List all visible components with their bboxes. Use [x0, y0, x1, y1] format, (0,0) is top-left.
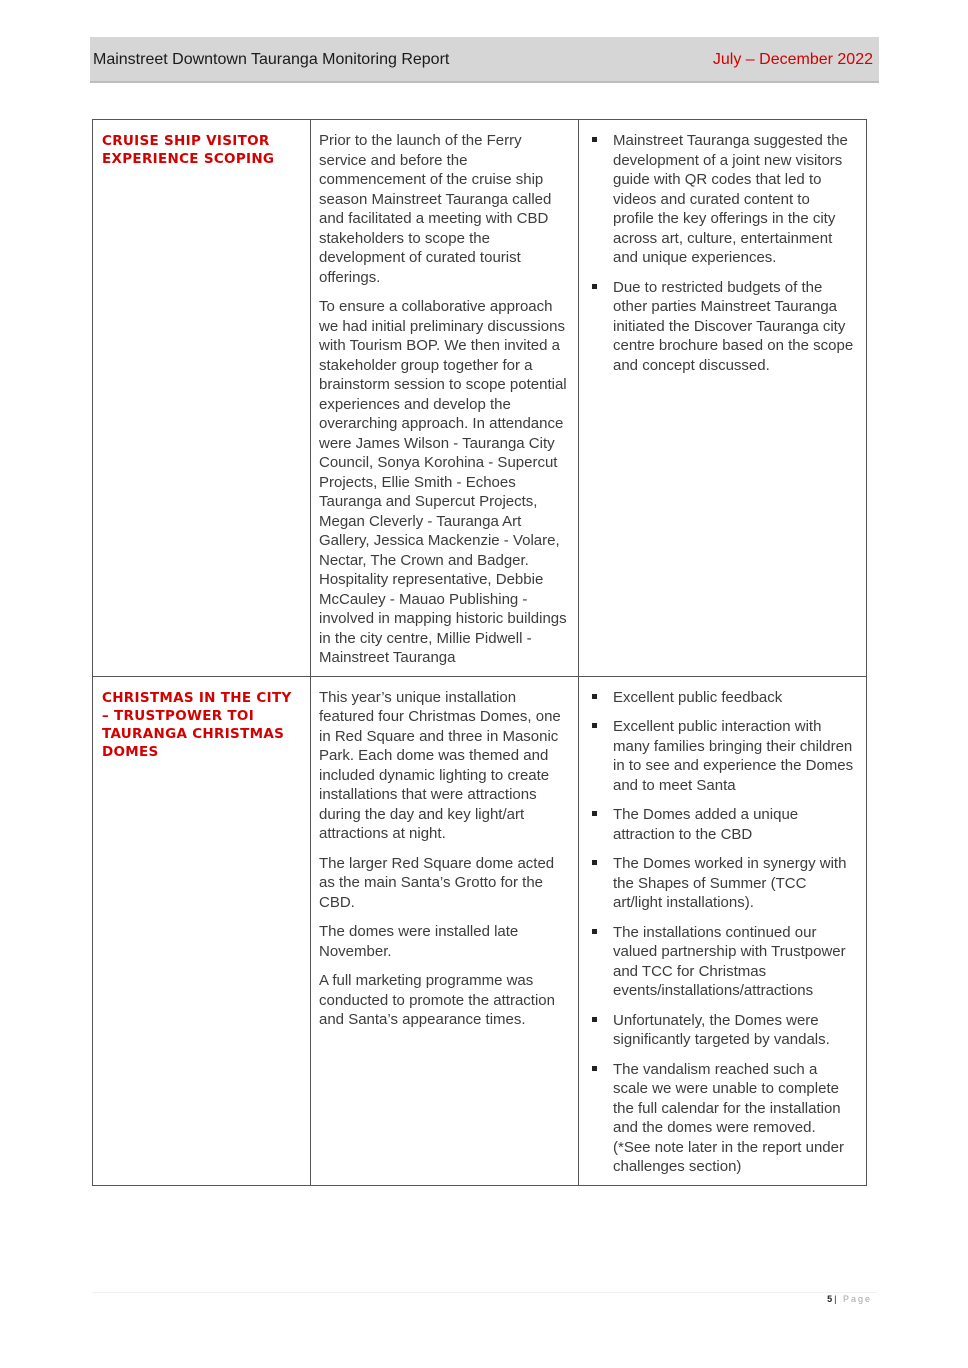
table-row: [93, 120, 867, 677]
square-bullet-icon: [592, 694, 597, 699]
page-number: [827, 1294, 872, 1304]
list-item-text: Unfortunately, the Domes were significantly targeted by vandals.: [613, 1011, 830, 1048]
list-item: [589, 717, 854, 795]
square-bullet-icon: [592, 284, 597, 289]
list-item: [589, 923, 854, 1001]
list-item-text: The Domes added a unique attraction to the CBD: [613, 806, 799, 843]
page-number-value: 5: [827, 1294, 835, 1304]
square-bullet-icon: [592, 811, 597, 816]
square-bullet-icon: [592, 860, 597, 865]
list-item-text: The installations continued our valued partnership with Trustpower and TCC for Christmas events/installations/attractions: [613, 923, 846, 999]
list-item-text: The Domes worked in synergy with the Shapes of Summer (TCC art/light installations).: [613, 855, 847, 911]
topic-heading: CHRISTMAS IN THE CITY – TRUSTPOWER TOI TAURANGA CHRISTMAS DOMES: [102, 689, 292, 760]
topic-cell: [93, 120, 311, 677]
outcomes-cell: [579, 120, 867, 677]
list-item: [589, 278, 854, 376]
report-table: [92, 119, 867, 1186]
list-item: [589, 854, 854, 913]
list-item: [589, 1011, 854, 1050]
table-row: [93, 676, 867, 1185]
description-cell: [311, 120, 579, 677]
report-table-body: [93, 120, 867, 1186]
square-bullet-icon: [592, 1066, 597, 1071]
list-item-text: The vandalism reached such a scale we were unable to complete the full calendar for the installation and the domes were removed. (*See note later in the report under challenges section): [613, 1060, 844, 1175]
list-item-text: Excellent public interaction with many families bringing their children in to see and experience the Domes and to meet Santa: [613, 718, 854, 794]
outcomes-list: [589, 131, 854, 375]
description-cell: [311, 676, 579, 1185]
page-number-separator: |: [834, 1294, 839, 1304]
list-item: [589, 131, 854, 268]
description-paragraph: The larger Red Square dome acted as the main Santa’s Grotto for the CBD.: [319, 854, 555, 911]
outcomes-list: [589, 688, 854, 1177]
page-header: [90, 37, 879, 83]
square-bullet-icon: [592, 137, 597, 142]
list-item-text: Excellent public feedback: [613, 688, 783, 706]
list-item: [589, 688, 854, 708]
page-word: Page: [842, 1294, 872, 1304]
description-paragraph: A full marketing programme was conducted to promote the attraction and Santa’s appearance times.: [319, 972, 555, 1028]
square-bullet-icon: [592, 929, 597, 934]
footer-divider: [92, 1292, 877, 1293]
topic-heading: CRUISE SHIP VISITOR EXPERIENCE SCOPING: [102, 133, 275, 167]
square-bullet-icon: [592, 1017, 597, 1022]
square-bullet-icon: [592, 723, 597, 728]
report-period: July – December 2022: [712, 51, 873, 68]
description-paragraph: Prior to the launch of the Ferry service and before the commencement of the cruise ship season Mainstreet Tauranga called and facilitated a meeting with CBD stakeholders to scope the development of curated tourist offerings.: [319, 132, 552, 286]
list-item: [589, 1060, 854, 1177]
description-paragraph: To ensure a collaborative approach we had initial preliminary discussions with Tourism BOP. We then invited a stakeholder group together for a brainstorm session to scope potential experiences and develop the overarching approach. In attendance were James Wilson - Tauranga City Council, Sonya Korohina - Supercut Projects, Ellie Smith - Echoes Tauranga and Supercut Projects, Megan Cleverly - Tauranga Art Gallery, Jessica Mackenzie - Volare, Nectar, The Crown and Badger. Hospitality representative, Debbie McCauley - Mauao Publishing - involved in mapping historic buildings in the city centre, Millie Pidwell - Mainstreet Tauranga: [319, 298, 567, 666]
description-paragraph: This year’s unique installation featured four Christmas Domes, one in Red Square and three in Masonic Park. Each dome was themed and included dynamic lighting to create installations that were attractions during the day and key light/art attractions at night.: [319, 688, 561, 842]
list-item: [589, 805, 854, 844]
outcomes-cell: [579, 676, 867, 1185]
list-item-text: Mainstreet Tauranga suggested the development of a joint new visitors guide with QR codes that led to videos and curated content to profile the key offerings in the city across art, culture, entertainment and unique experiences.: [613, 132, 848, 266]
report-title: Mainstreet Downtown Tauranga Monitoring Report: [93, 51, 450, 68]
topic-cell: [93, 676, 311, 1185]
list-item-text: Due to restricted budgets of the other parties Mainstreet Tauranga initiated the Discover Tauranga city centre brochure based on the scope and concept discussed.: [613, 278, 854, 374]
description-paragraph: The domes were installed late November.: [319, 923, 519, 960]
